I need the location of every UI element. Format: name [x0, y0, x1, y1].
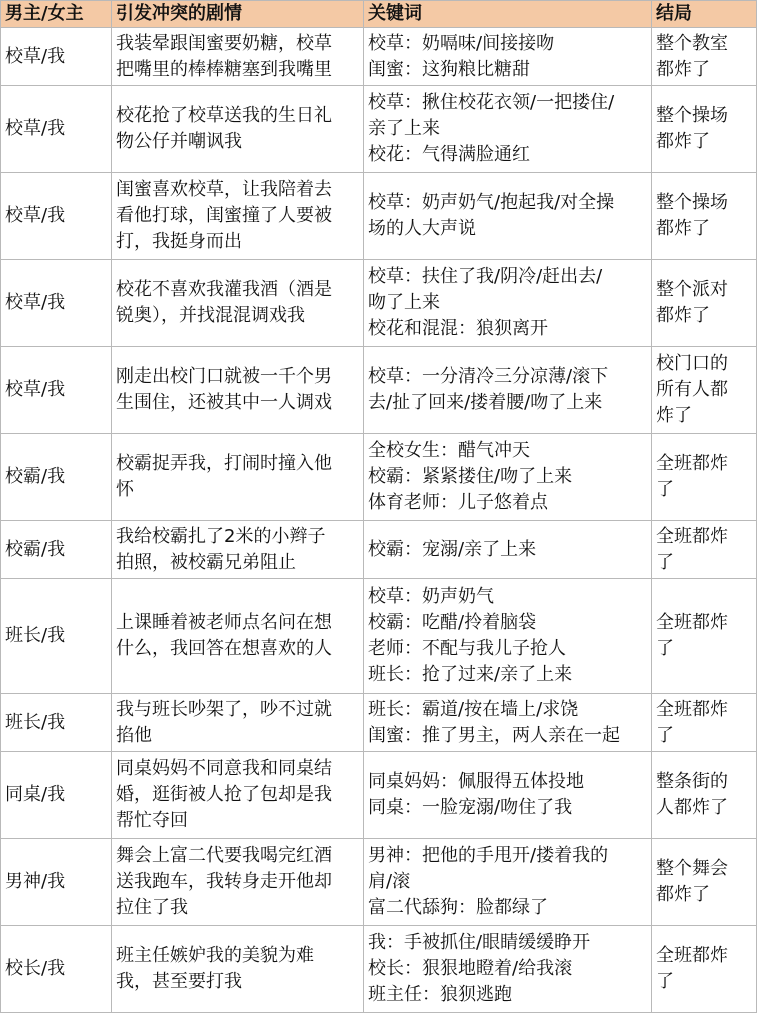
table-row	[1, 926, 757, 1013]
cell-role: 男神/我	[1, 839, 112, 926]
cell-ending: 全班都炸 了	[652, 579, 757, 694]
cell-ending: 全班都炸 了	[652, 694, 757, 752]
cell-plot: 班主任嫉妒我的美貌为难 我，甚至要打我	[112, 926, 364, 1013]
cell-ending: 整个派对 都炸了	[652, 260, 757, 347]
cell-ending: 全班都炸 了	[652, 521, 757, 579]
table-row	[1, 86, 757, 173]
cell-plot: 校花不喜欢我灌我酒（酒是 锐奥），并找混混调戏我	[112, 260, 364, 347]
cell-plot: 舞会上富二代要我喝完红酒 送我跑车，我转身走开他却 拉住了我	[112, 839, 364, 926]
cell-keywords: 班长：霸道/按在墙上/求饶 闺蜜：推了男主，两人亲在一起	[364, 694, 652, 752]
cell-plot: 我给校霸扎了2米的小辫子 拍照，被校霸兄弟阻止	[112, 521, 364, 579]
cell-role: 校长/我	[1, 926, 112, 1013]
cell-ending: 全班都炸 了	[652, 434, 757, 521]
cell-plot: 校霸捉弄我，打闹时撞入他 怀	[112, 434, 364, 521]
cell-ending: 整个操场 都炸了	[652, 173, 757, 260]
cell-role: 校草/我	[1, 347, 112, 434]
cell-plot: 刚走出校门口就被一千个男 生围住，还被其中一人调戏	[112, 347, 364, 434]
cell-plot: 我装晕跟闺蜜要奶糖，校草 把嘴里的棒棒糖塞到我嘴里	[112, 28, 364, 86]
cell-plot: 闺蜜喜欢校草，让我陪着去 看他打球，闺蜜撞了人要被 打，我挺身而出	[112, 173, 364, 260]
cell-keywords: 我：手被抓住/眼睛缓缓睁开 校长：狠狠地瞪着/给我滚 班主任：狼狈逃跑	[364, 926, 652, 1013]
table-row	[1, 260, 757, 347]
header-row	[1, 1, 757, 28]
cell-role: 校草/我	[1, 86, 112, 173]
cell-keywords: 校霸：宠溺/亲了上来	[364, 521, 652, 579]
cell-keywords: 男神：把他的手甩开/搂着我的 肩/滚 富二代舔狗：脸都绿了	[364, 839, 652, 926]
header-cell-ending: 结局	[652, 1, 757, 28]
cell-ending: 全班都炸 了	[652, 926, 757, 1013]
cell-role: 校草/我	[1, 173, 112, 260]
table-row	[1, 579, 757, 694]
cell-plot: 我与班长吵架了，吵不过就 掐他	[112, 694, 364, 752]
cell-keywords: 校草：扶住了我/阴冷/赶出去/ 吻了上来 校花和混混：狼狈离开	[364, 260, 652, 347]
cell-keywords: 校草：奶声奶气/抱起我/对全操 场的人大声说	[364, 173, 652, 260]
cell-role: 校草/我	[1, 28, 112, 86]
cell-ending: 整个操场 都炸了	[652, 86, 757, 173]
cell-role: 校草/我	[1, 260, 112, 347]
table-row	[1, 839, 757, 926]
table-row	[1, 347, 757, 434]
table-row	[1, 173, 757, 260]
header-cell-plot: 引发冲突的剧情	[112, 1, 364, 28]
cell-keywords: 校草：奶嗝味/间接接吻 闺蜜：这狗粮比糖甜	[364, 28, 652, 86]
table-row	[1, 521, 757, 579]
cell-role: 同桌/我	[1, 752, 112, 839]
table-row	[1, 752, 757, 839]
cell-role: 班长/我	[1, 694, 112, 752]
cell-role: 班长/我	[1, 579, 112, 694]
table-row	[1, 694, 757, 752]
cell-plot: 校花抢了校草送我的生日礼 物公仔并嘲讽我	[112, 86, 364, 173]
header-cell-role: 男主/女主	[1, 1, 112, 28]
table-row	[1, 434, 757, 521]
cell-ending: 整条街的 人都炸了	[652, 752, 757, 839]
cell-keywords: 校草：揪住校花衣领/一把搂住/ 亲了上来 校花：气得满脸通红	[364, 86, 652, 173]
cell-role: 校霸/我	[1, 521, 112, 579]
cell-keywords: 校草：一分清冷三分凉薄/滚下 去/扯了回来/搂着腰/吻了上来	[364, 347, 652, 434]
cell-keywords: 校草：奶声奶气 校霸：吃醋/拎着脑袋 老师：不配与我儿子抢人 班长：抢了过来/亲了上来	[364, 579, 652, 694]
cell-role: 校霸/我	[1, 434, 112, 521]
header-cell-keywords: 关键词	[364, 1, 652, 28]
cell-keywords: 同桌妈妈：佩服得五体投地 同桌：一脸宠溺/吻住了我	[364, 752, 652, 839]
cell-ending: 整个舞会 都炸了	[652, 839, 757, 926]
cell-keywords: 全校女生：醋气冲天 校霸：紧紧搂住/吻了上来 体育老师：儿子悠着点	[364, 434, 652, 521]
table-row	[1, 28, 757, 86]
cell-ending: 校门口的 所有人都 炸了	[652, 347, 757, 434]
cell-plot: 上课睡着被老师点名问在想 什么，我回答在想喜欢的人	[112, 579, 364, 694]
cell-plot: 同桌妈妈不同意我和同桌结 婚，逛街被人抢了包却是我 帮忙夺回	[112, 752, 364, 839]
cell-ending: 整个教室 都炸了	[652, 28, 757, 86]
